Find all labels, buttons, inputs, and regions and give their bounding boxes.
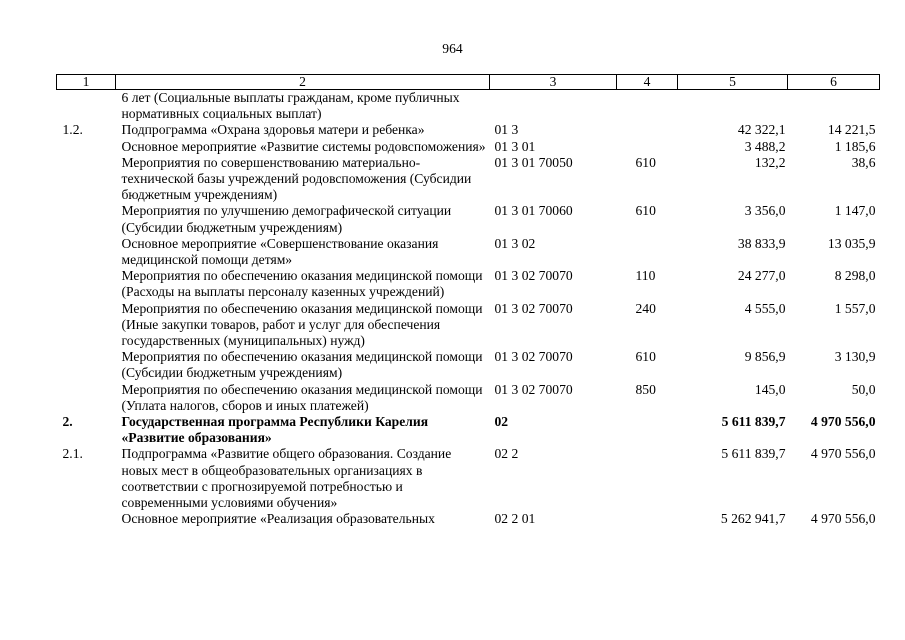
- row-amount-2-cell: 50,0: [851, 381, 876, 397]
- row-amount-1-cell: 5 611 839,7: [721, 446, 786, 462]
- row-name-cell: Основное мероприятие «Реализация образовательных: [121, 511, 435, 527]
- row-amount-1-cell: 3 356,0: [744, 203, 786, 219]
- row-expense-type-cell: [617, 122, 678, 138]
- row-number-cell: [57, 382, 116, 414]
- row-code-cell: 01 3 01 70050: [494, 154, 573, 170]
- row-amount-2-cell: 8 298,0: [834, 268, 876, 284]
- row-number-cell: [57, 301, 116, 350]
- row-expense-type-cell: 610: [635, 349, 656, 365]
- row-amount-1-cell: 5 262 941,7: [720, 511, 786, 527]
- row-expense-type-cell: 240: [635, 300, 656, 316]
- table-body: [57, 90, 880, 528]
- row-expense-type-cell: 610: [635, 154, 656, 170]
- header-col-2: 2: [116, 75, 490, 90]
- row-code-cell: 01 3 02: [494, 235, 536, 251]
- row-number-cell: [57, 511, 116, 527]
- table-row: [57, 446, 880, 511]
- row-amount-1-cell: 24 277,0: [737, 268, 786, 284]
- table-row: [57, 122, 880, 138]
- row-number-cell: [57, 155, 116, 204]
- table-row: [57, 349, 880, 381]
- row-number-cell: [57, 203, 116, 235]
- row-number-cell: [57, 139, 116, 155]
- row-name-cell: Подпрограмма «Охрана здоровья матери и ребенка»: [121, 122, 425, 138]
- row-amount-1-cell: 4 555,0: [744, 300, 786, 316]
- row-name-cell: Подпрограмма «Развитие общего образования. Создание новых мест в общеобразовательных организациях в соответствии с прогнозируемой потребностью и современными условиями обучения»: [121, 446, 452, 511]
- page-number: 964: [442, 41, 463, 56]
- row-code-cell: 01 3: [494, 122, 519, 138]
- row-number-cell: [57, 349, 116, 381]
- row-code-cell: 01 3 01: [494, 138, 536, 154]
- row-expense-type-cell: [617, 236, 678, 268]
- row-amount-2-cell: 1 557,0: [834, 300, 876, 316]
- row-amount-2-cell: 4 970 556,0: [810, 446, 876, 462]
- row-amount-2-cell: 4 970 556,0: [810, 414, 876, 430]
- row-name-cell: Мероприятия по обеспечению оказания медицинской помощи (Иные закупки товаров, работ и услуг для обеспечения государственных (муниципальных) нужд): [121, 300, 483, 349]
- row-amount-2-cell: 14 221,5: [827, 122, 876, 138]
- table-row: [57, 236, 880, 268]
- row-code-cell: 02 2: [494, 446, 519, 462]
- table-row: [57, 90, 880, 123]
- header-col-3: 3: [490, 75, 617, 90]
- row-amount-1-cell: [678, 90, 788, 123]
- row-code-cell: 02: [494, 414, 509, 430]
- budget-table: [56, 74, 880, 527]
- row-amount-1-cell: 3 488,2: [744, 138, 786, 154]
- row-amount-1-cell: 38 833,9: [737, 235, 786, 251]
- row-name-cell: 6 лет (Социальные выплаты гражданам, кроме публичных нормативных социальных выплат): [121, 90, 460, 122]
- row-amount-2-cell: 3 130,9: [834, 349, 876, 365]
- row-number-cell: 2.: [62, 414, 73, 430]
- row-expense-type-cell: [617, 446, 678, 511]
- table-row: [57, 301, 880, 350]
- row-number-cell: 2.1.: [62, 446, 83, 462]
- header-col-4: 4: [617, 75, 678, 90]
- table-row: [57, 268, 880, 300]
- row-expense-type-cell: 850: [635, 381, 656, 397]
- header-col-5: 5: [678, 75, 788, 90]
- row-code-cell: 01 3 02 70070: [494, 381, 573, 397]
- row-amount-1-cell: 42 322,1: [737, 122, 786, 138]
- row-amount-2-cell: [788, 90, 880, 123]
- table-row: [57, 414, 880, 446]
- row-amount-2-cell: 13 035,9: [827, 235, 876, 251]
- header-col-6: 6: [788, 75, 880, 90]
- table-row: [57, 382, 880, 414]
- row-number-cell: 1.2.: [62, 122, 83, 138]
- row-amount-2-cell: 1 147,0: [834, 203, 876, 219]
- table-row: [57, 203, 880, 235]
- row-name-cell: Государственная программа Республики Карелия «Развитие образования»: [121, 414, 429, 446]
- table-row: [57, 155, 880, 204]
- row-code-cell: 01 3 01 70060: [494, 203, 573, 219]
- row-expense-type-cell: 610: [635, 203, 656, 219]
- row-name-cell: Мероприятия по обеспечению оказания медицинской помощи (Уплата налогов, сборов и иных платежей): [121, 381, 483, 413]
- row-name-cell: Мероприятия по обеспечению оказания медицинской помощи (Расходы на выплаты персоналу казенных учреждений): [121, 268, 483, 300]
- row-name-cell: Основное мероприятие «Развитие системы родовспоможения»: [121, 138, 486, 154]
- row-code-cell: 01 3 02 70070: [494, 349, 573, 365]
- row-amount-2-cell: 4 970 556,0: [810, 511, 876, 527]
- row-code-cell: 01 3 02 70070: [494, 300, 573, 316]
- row-number-cell: [57, 236, 116, 268]
- row-number-cell: [57, 90, 116, 123]
- row-name-cell: Мероприятия по совершенствованию материально-технической базы учреждений родовспоможения (Субсидии бюджетным учреждениям): [121, 154, 472, 203]
- table-row: [57, 511, 880, 527]
- header-col-1: 1: [57, 75, 116, 90]
- table-header-row: [57, 75, 880, 90]
- table-row: [57, 139, 880, 155]
- row-amount-2-cell: 1 185,6: [834, 138, 876, 154]
- row-expense-type-cell: [617, 90, 678, 123]
- row-amount-1-cell: 145,0: [754, 381, 786, 397]
- row-expense-type-cell: 110: [635, 268, 656, 284]
- row-number-cell: [57, 268, 116, 300]
- row-expense-type-cell: [617, 139, 678, 155]
- row-amount-1-cell: 132,2: [754, 154, 786, 170]
- row-amount-1-cell: 9 856,9: [744, 349, 786, 365]
- row-name-cell: Мероприятия по улучшению демографической ситуации (Субсидии бюджетным учреждениям): [121, 203, 452, 235]
- row-code-cell: 02 2 01: [494, 511, 536, 527]
- row-name-cell: Мероприятия по обеспечению оказания медицинской помощи (Субсидии бюджетным учреждениям): [121, 349, 483, 381]
- row-name-cell: Основное мероприятие «Совершенствование оказания медицинской помощи детям»: [121, 235, 439, 268]
- row-expense-type-cell: [617, 414, 678, 446]
- row-expense-type-cell: [617, 511, 678, 527]
- row-amount-2-cell: 38,6: [851, 154, 876, 170]
- row-amount-1-cell: 5 611 839,7: [721, 414, 786, 430]
- row-code-cell: 01 3 02 70070: [494, 268, 573, 284]
- row-code-cell: [490, 90, 617, 123]
